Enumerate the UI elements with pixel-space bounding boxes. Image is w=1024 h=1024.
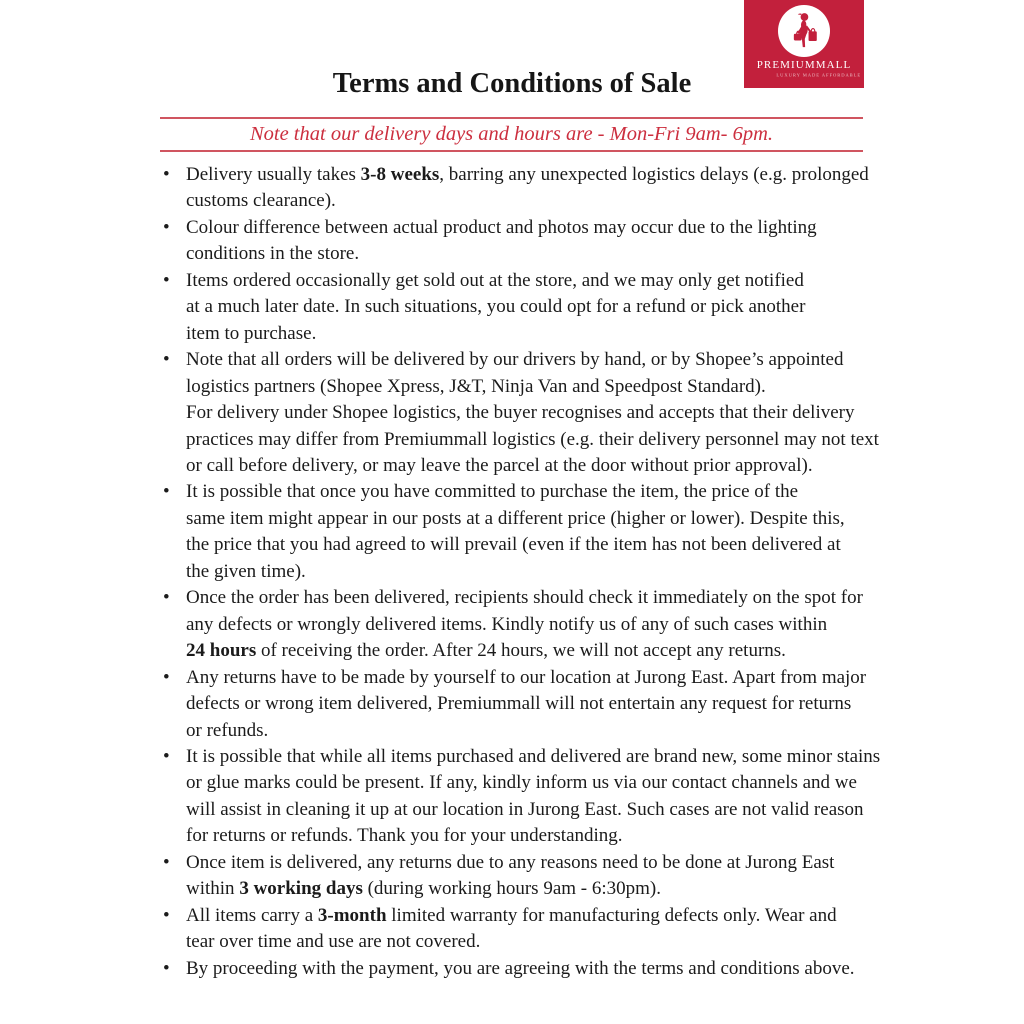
term-line: or call before delivery, or may leave the parcel at the door without prior approval).	[186, 454, 813, 476]
bullet-marker: •	[163, 164, 170, 185]
logo-tagline: LUXURY MADE AFFORDABLE	[776, 73, 862, 79]
terms-list	[160, 162, 881, 982]
term-line: the given time).	[186, 560, 306, 582]
term-text	[186, 215, 872, 268]
bullet-marker: •	[163, 904, 170, 926]
bullet-marker: •	[163, 745, 170, 767]
term-line: It is possible that once you have committed to purchase the item, the price of the	[186, 481, 799, 503]
term-line: or glue marks could be present. If any, kindly inform us via our contact channels and we	[186, 772, 857, 794]
term-line: Once item is delivered, any returns due to any reasons need to be done at Jurong East	[186, 851, 835, 873]
delivery-note-band	[160, 117, 863, 152]
term-line: item to purchase.	[186, 322, 317, 344]
bullet-marker: •	[163, 216, 170, 238]
page-title: Terms and Conditions of Sale	[332, 68, 692, 99]
bullet-marker: •	[163, 957, 170, 979]
term-line: the price that you had agreed to will prevail (even if the item has not been delivered at	[186, 534, 841, 556]
term-line: All items carry a 3-month limited warranty for manufacturing defects only. Wear and	[186, 904, 837, 926]
term-item	[160, 903, 872, 956]
term-item	[160, 744, 881, 850]
logo-circle	[778, 5, 830, 57]
term-line: for returns or refunds. Thank you for your understanding.	[186, 825, 623, 847]
term-text	[186, 903, 872, 956]
term-line: Colour difference between actual product and photos may occur due to the lighting	[186, 216, 817, 238]
term-line: For delivery under Shopee logistics, the buyer recognises and accepts that their delivery	[186, 402, 855, 424]
term-line: practices may differ from Premiummall logistics (e.g. their delivery personnel may not text	[186, 428, 879, 450]
term-line: within 3 working days (during working hours 9am - 6:30pm).	[186, 878, 661, 900]
term-line: conditions in the store.	[186, 243, 360, 265]
term-line: Note that all orders will be delivered by our drivers by hand, or by Shopee’s appointed	[186, 349, 844, 371]
term-line: defects or wrong item delivered, Premiummall will not entertain any request for returns	[186, 693, 852, 715]
term-item	[160, 585, 872, 664]
bullet-marker: •	[163, 269, 170, 291]
bullet-marker: •	[163, 587, 170, 609]
term-text	[186, 268, 872, 347]
term-item	[160, 215, 872, 268]
term-item	[160, 850, 872, 903]
bullet-marker: •	[163, 349, 170, 371]
term-text	[186, 585, 872, 664]
term-line: Delivery usually takes 3-8 weeks, barring any unexpected logistics delays (e.g. prolonged	[186, 164, 869, 185]
logo-brand-name: PREMIUMMALL	[756, 59, 852, 71]
term-item	[160, 479, 872, 585]
term-text	[186, 162, 872, 215]
term-item	[160, 162, 872, 215]
term-line: By proceeding with the payment, you are agreeing with the terms and conditions above.	[186, 957, 855, 979]
term-line: Items ordered occasionally get sold out at the store, and we may only get notified	[186, 269, 804, 291]
term-line: customs clearance).	[186, 190, 336, 212]
term-line: tear over time and use are not covered.	[186, 931, 481, 953]
term-text	[186, 479, 872, 585]
term-line: Once the order has been delivered, recipients should check it immediately on the spot for	[186, 587, 863, 609]
term-line: logistics partners (Shopee Xpress, J&T, Ninja Van and Speedpost Standard).	[186, 375, 766, 397]
bullet-marker: •	[163, 666, 170, 688]
term-item	[160, 956, 872, 982]
bullet-marker: •	[163, 851, 170, 873]
term-line: Any returns have to be made by yourself to our location at Jurong East. Apart from major	[186, 666, 867, 688]
term-item	[160, 665, 872, 744]
term-line: or refunds.	[186, 719, 269, 741]
term-text	[186, 850, 872, 903]
term-text	[186, 744, 881, 850]
term-line: It is possible that while all items purchased and delivered are brand new, some minor stains	[186, 745, 881, 767]
woman-shopper-icon	[783, 10, 825, 52]
term-item	[160, 268, 872, 347]
delivery-note-text: Note that our delivery days and hours are - Mon-Fri 9am- 6pm.	[249, 123, 774, 145]
term-line: at a much later date. In such situations, you could opt for a refund or pick another	[186, 296, 806, 318]
term-item	[160, 347, 879, 479]
term-text	[186, 956, 872, 982]
term-text	[186, 347, 879, 479]
term-line: will assist in cleaning it up at our location in Jurong East. Such cases are not valid reason	[186, 798, 864, 820]
term-line: same item might appear in our posts at a different price (higher or lower). Despite this,	[186, 507, 845, 529]
term-line: 24 hours of receiving the order. After 24 hours, we will not accept any returns.	[186, 640, 786, 662]
term-text	[186, 665, 872, 744]
term-line: any defects or wrongly delivered items. Kindly notify us of any of such cases within	[186, 613, 828, 635]
bullet-marker: •	[163, 481, 170, 503]
